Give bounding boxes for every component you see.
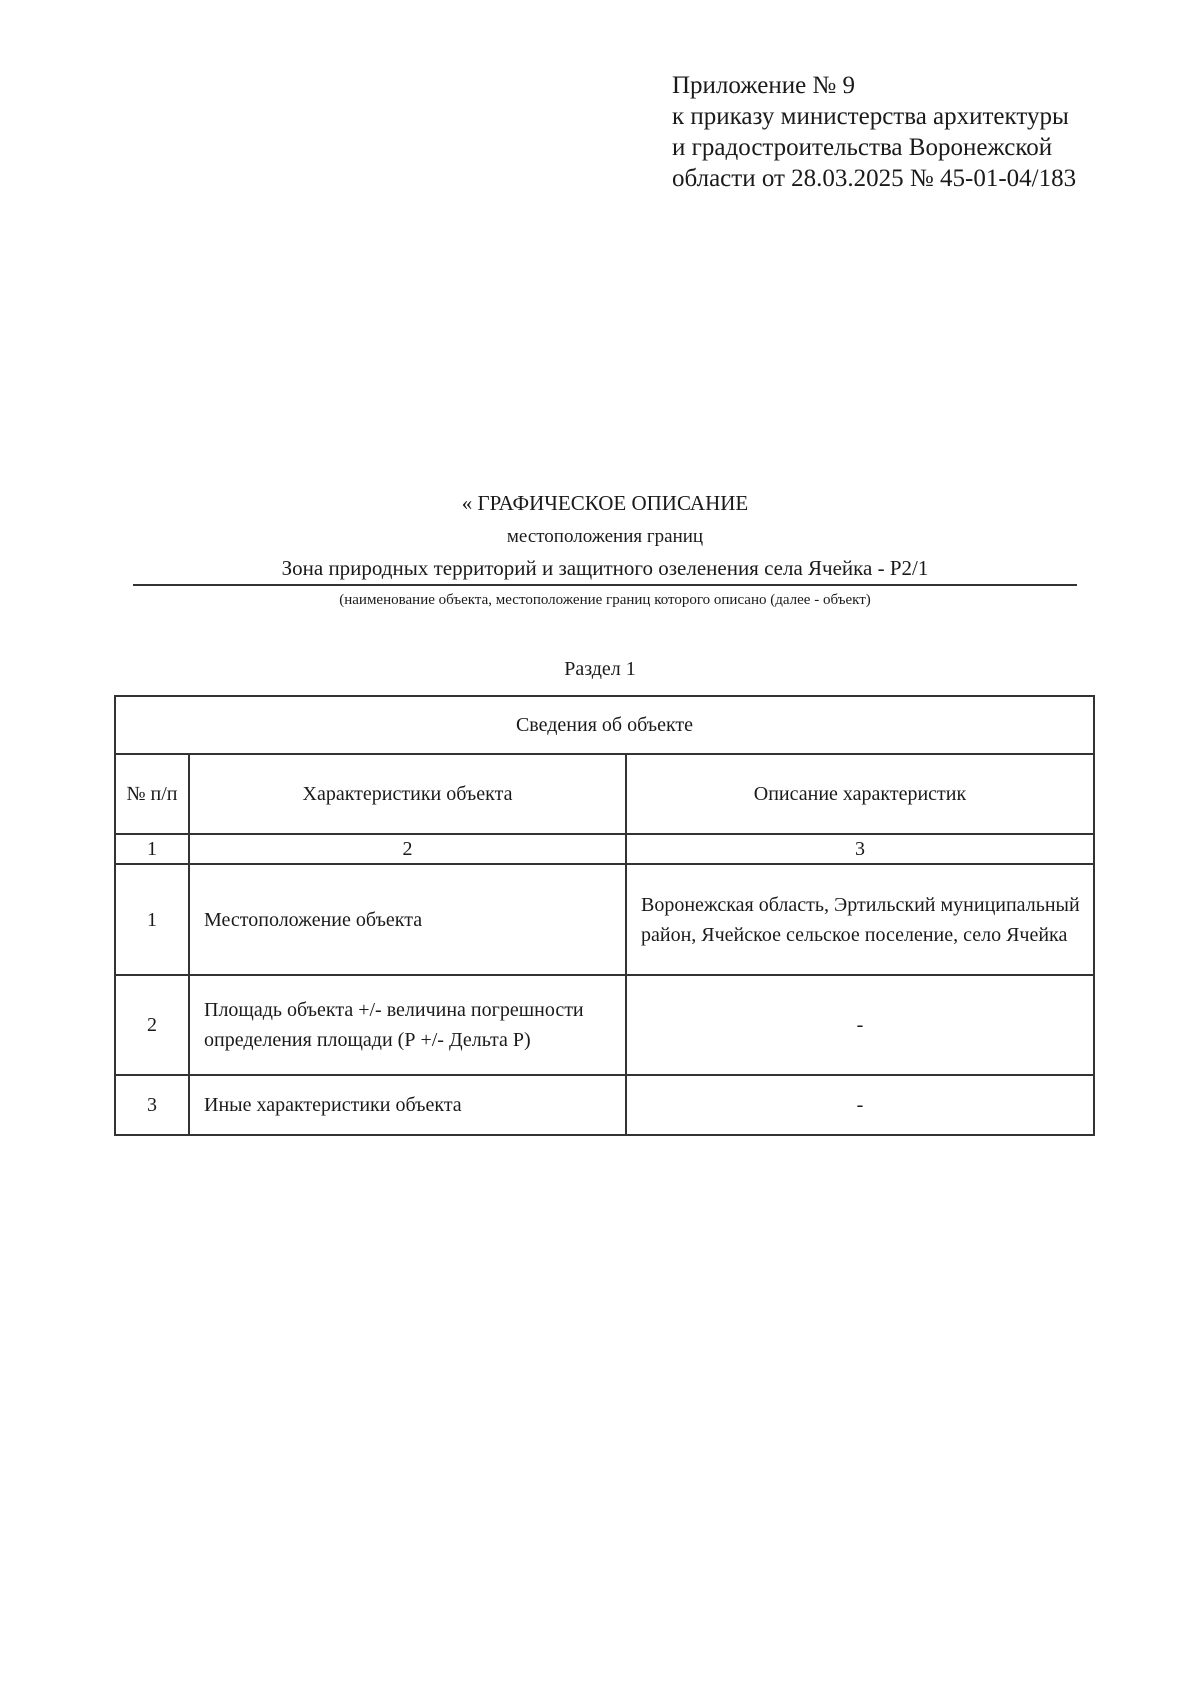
object-name: Зона природных территорий и защитного озеленения села Ячейка - Р2/1 [133,554,1077,586]
row-description: - [626,1075,1094,1135]
column-number: 2 [189,834,626,864]
row-description: - [626,975,1094,1075]
table-caption-row [115,696,1094,754]
header-number: № п/п [115,754,189,834]
row-characteristic: Иные характеристики объекта [189,1075,626,1135]
object-name-caption: (наименование объекта, местоположение границ которого описано (далее - объект) [339,592,871,608]
header-characteristic: Характеристики объекта [189,754,626,834]
appendix-number: Приложение № 9 [672,72,856,99]
appendix-date-line: области от 28.03.2025 № 45-01-04/183 [672,165,1077,192]
object-info-table [114,695,1095,1136]
row-characteristic: Площадь объекта +/- величина погрешности определения площади (Р +/- Дельта Р) [189,975,626,1075]
table-caption: Сведения об объекте [115,696,1094,754]
column-number: 1 [115,834,189,864]
row-number: 1 [115,864,189,975]
column-number-row [115,834,1094,864]
table-row [115,1075,1094,1135]
row-description: Воронежская область, Эртильский муниципальный район, Ячейское сельское поселение, село Ячейка [626,864,1094,975]
column-number: 3 [626,834,1094,864]
header-description: Описание характеристик [626,754,1094,834]
appendix-header [672,70,1172,194]
row-characteristic: Местоположение объекта [189,864,626,975]
table-row [115,975,1094,1075]
row-number: 2 [115,975,189,1075]
table-row [115,864,1094,975]
title-block [133,488,1077,610]
row-number: 3 [115,1075,189,1135]
section-label: Раздел 1 [564,658,636,680]
document-title: « ГРАФИЧЕСКОЕ ОПИСАНИЕ [461,491,749,515]
table-header-row [115,754,1094,834]
document-subtitle: местоположения границ [506,526,704,547]
appendix-ministry-line: и градостроительства Воронежской [672,134,1053,161]
appendix-order-line: к приказу министерства архитектуры [672,103,1069,130]
